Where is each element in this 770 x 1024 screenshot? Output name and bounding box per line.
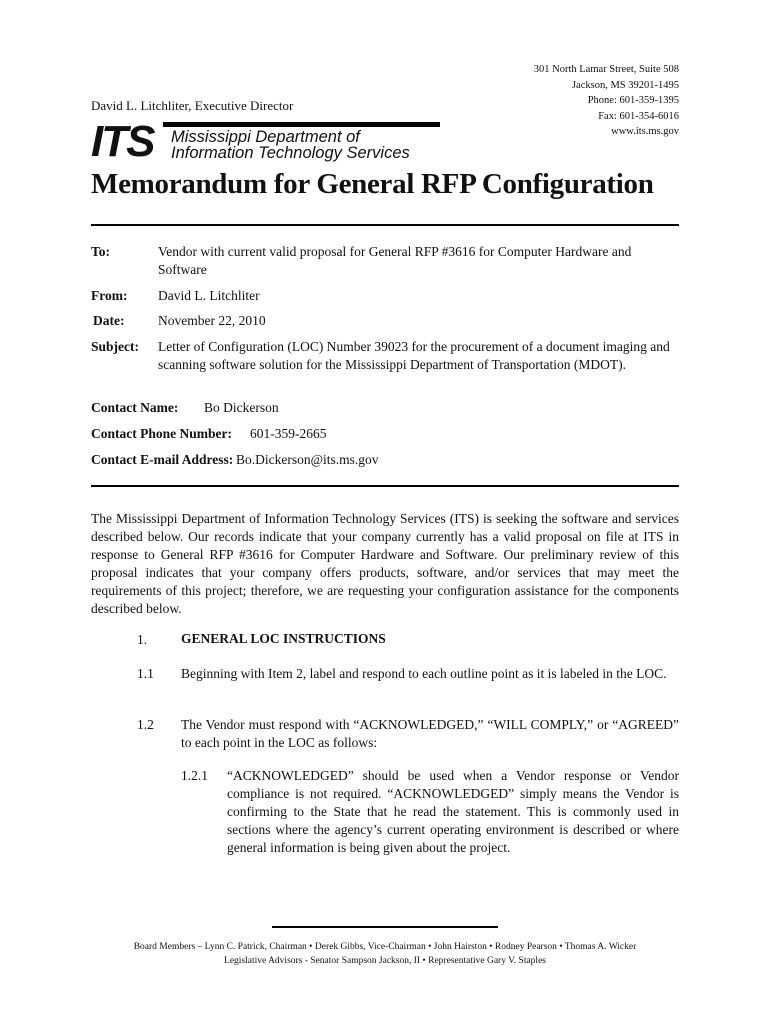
address-website: www.its.ms.gov: [611, 126, 679, 137]
subject-value: Letter of Configuration (LOC) Number 39023 for the procurement of a document imaging and scanning software solution for the Mississippi Department of Transportation (MDOT).: [158, 339, 670, 372]
contact-phone-label: Contact Phone Number:: [91, 426, 232, 441]
intro-paragraph: The Mississippi Department of Information Technology Services (ITS) is seeking the software and services described below. Our records indicate that your company currently has a valid proposal on file at ITS in response to General RFP #3616 for Computer Hardware and Software. Our preliminary review of this proposal indicates that your company offers products, software, and/or services that may meet the requirements of this project; therefore, we are requesting your configuration assistance for the components described below.: [91, 511, 679, 616]
to-value: Vendor with current valid proposal for General RFP #3616 for Computer Hardware and Software: [158, 244, 632, 277]
item-number: 1.2: [137, 717, 154, 732]
address-fax: Fax: 601-354-6016: [598, 110, 679, 122]
address-phone: Phone: 601-359-1395: [587, 95, 679, 106]
date-label: Date:: [93, 313, 125, 328]
its-logo: [91, 117, 441, 166]
contact-name-label: Contact Name:: [91, 400, 179, 415]
address-city: Jackson, MS 39201-1495: [571, 79, 679, 91]
address-street: 301 North Lamar Street, Suite 508: [533, 64, 679, 75]
item-text: Beginning with Item 2, label and respond to each outline point as it is labeled in the LOC.: [181, 666, 667, 681]
contact-phone-value: 601-359-2665: [250, 426, 327, 441]
section-number: 1.: [137, 632, 148, 647]
logo-bar: [163, 122, 440, 127]
footer-legislative-advisors: Legislative Advisors - Senator Sampson Jackson, II • Representative Gary V. Staples: [224, 956, 546, 966]
contact-email-value: Bo.Dickerson@its.ms.gov: [236, 452, 379, 467]
footer-divider: [272, 926, 498, 928]
director-name: David L. Litchliter, Executive Director: [91, 98, 294, 113]
section-heading: GENERAL LOC INSTRUCTIONS: [181, 631, 386, 646]
subject-label: Subject:: [91, 339, 139, 354]
logo-text: [171, 129, 410, 161]
header-divider: [91, 485, 679, 487]
subitem-text: “ACKNOWLEDGED” should be used when a Vendor response or Vendor compliance is not required. “ACKNOWLEDGED” simply means the Vendor is confirming to the State that he read the statement. This is commonly used in sections where the agency’s current operating environment is described or where general information is being given about the project.: [227, 768, 679, 855]
logo-line-2: Information Technology Services: [171, 144, 410, 162]
item-text: The Vendor must respond with “ACKNOWLEDGED,” “WILL COMPLY,” or “AGREED” to each point in the LOC as follows:: [181, 717, 679, 750]
logo-line-1: Mississippi Department of: [171, 128, 360, 146]
memo-title: Memorandum for General RFP Configuration: [91, 168, 654, 200]
from-value: David L. Litchliter: [158, 288, 260, 303]
contact-email-label: Contact E-mail Address:: [91, 452, 234, 467]
footer-board-members: Board Members – Lynn C. Patrick, Chairman • Derek Gibbs, Vice-Chairman • John Hairston • Rodney Pearson • Thomas A. Wicker: [133, 942, 637, 952]
title-divider: [91, 224, 679, 226]
contact-name-value: Bo Dickerson: [204, 400, 279, 415]
item-number: 1.1: [137, 666, 154, 681]
date-value: November 22, 2010: [158, 313, 266, 328]
logo-mark: ITS: [91, 117, 154, 166]
subitem-number: 1.2.1: [181, 768, 208, 783]
address-block: [534, 62, 679, 140]
from-label: From:: [91, 288, 128, 303]
to-label: To:: [91, 244, 111, 259]
